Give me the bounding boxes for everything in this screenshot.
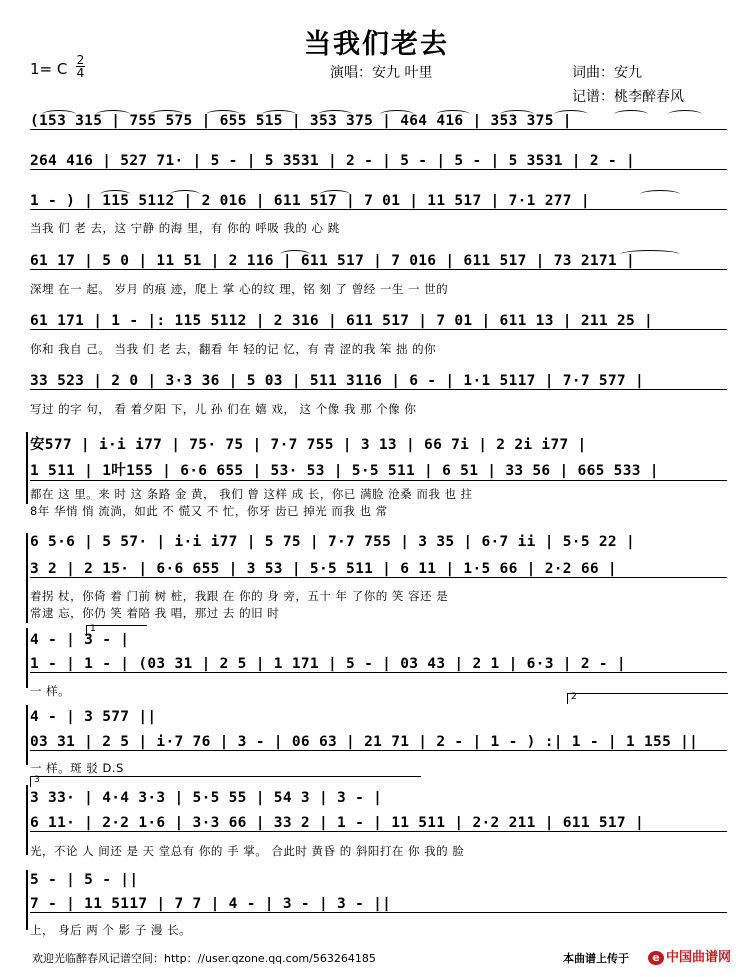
score-line-11-lower: 6 11· | 2·2 1·6 | 3·3 66 | 33 2 | 1 - | 11 511 | 2·2 211 | 611 517 | bbox=[30, 815, 727, 832]
part-bracket bbox=[26, 432, 28, 504]
slur-arc bbox=[436, 110, 470, 119]
slur-arc bbox=[318, 110, 352, 119]
score-line-2: 264 416 | 527 71· | 5 - | 5 3531 | 2 - | 5 - | 5 - | 5 3531 | 2 - | bbox=[30, 153, 727, 170]
lyric-line-5: 你和 我自 己。 当我 们 老 去，翻看 年 轻的记 忆，有 青 涩的我 笨 拙 的你 bbox=[30, 342, 437, 356]
slur-arc bbox=[170, 190, 200, 199]
part-bracket bbox=[26, 785, 28, 855]
lyric-line-7-a: 都在 这 里。来 时 这 条路 金 黄， 我们 曾 这样 成 长，你已 满脸 沧桑 而我 也 拄 bbox=[30, 487, 473, 501]
slur-arc bbox=[320, 190, 350, 199]
time-signature bbox=[76, 54, 85, 79]
slur-arc bbox=[640, 190, 680, 199]
volta-2 bbox=[567, 693, 728, 704]
score-line-11-upper: 3 33· | 4·4 3·3 | 5·5 55 | 54 3 | 3 - | bbox=[30, 790, 383, 806]
slur-arc bbox=[262, 110, 296, 119]
score-line-12-lower: 7 - | 11 5117 | 7 7 | 4 - | 3 - | 3 - || bbox=[30, 896, 727, 913]
lyric-line-4: 深埋 在一 起。 岁月 的痕 迹，爬上 掌 心的纹 理，铭 刻 了 曾经 一生 一 世的 bbox=[30, 282, 449, 296]
score-line-6: 33 523 | 2 0 | 3·3 36 | 5 03 | 511 3116 | 6 - | 1·1 5117 | 7·7 577 | bbox=[30, 373, 727, 390]
slur-arc bbox=[42, 110, 76, 119]
slur-arc bbox=[668, 110, 702, 119]
part-bracket bbox=[26, 628, 28, 688]
slur-arc bbox=[614, 110, 648, 119]
lyric-line-9: 一 样。 bbox=[30, 684, 71, 698]
footer-visit-text: 欢迎光临醉春风记谱空间：http：//user.qzone.qq.com/563264185 bbox=[32, 952, 376, 965]
transcriber-credit: 记谱：桃李醉春风 bbox=[572, 89, 684, 105]
slur-arc bbox=[554, 110, 588, 119]
score-line-1: (153 315 | 755 575 | 655 515 | 353 375 | 464 416 | 353 375 | bbox=[30, 113, 727, 130]
lyric-line-8-b: 常逮 忘，你仍 笑 着陪 我 唱，那过 去 的旧 时 bbox=[30, 606, 280, 620]
slur-arc bbox=[620, 250, 680, 259]
site-logo bbox=[648, 946, 748, 964]
slur-arc bbox=[150, 110, 184, 119]
footer-upload-text: 本曲谱上传于 bbox=[563, 952, 629, 965]
volta-3 bbox=[30, 776, 421, 787]
score-line-3: 1 - ) | 115 5112 | 2 016 | 611 517 | 7 01 | 11 517 | 7·1 277 | bbox=[30, 193, 727, 210]
key-signature: 1= C bbox=[30, 60, 68, 78]
slur-arc bbox=[500, 110, 534, 119]
score-line-12-upper: 5 - | 5 - || bbox=[30, 872, 139, 888]
singer-credit: 演唱：安九 叶里 bbox=[330, 65, 433, 81]
site-logo-text: 中国曲谱网 bbox=[666, 950, 732, 965]
score-line-4: 61 17 | 5 0 | 11 51 | 2 116 | 611 517 | 7 016 | 611 517 | 73 2171 | bbox=[30, 253, 727, 270]
score-line-9-lower: 1 - | 1 - | (03 31 | 2 5 | 1 171 | 5 - | 03 43 | 2 1 | 6·3 | 2 - | bbox=[30, 656, 727, 673]
slur-arc bbox=[100, 190, 130, 199]
slur-arc bbox=[380, 110, 414, 119]
slur-arc bbox=[280, 250, 310, 259]
score-line-5: 61 171 | 1 - |: 115 5112 | 2 316 | 611 517 | 7 01 | 611 13 | 211 25 | bbox=[30, 313, 727, 330]
lyric-line-7-b: 8年 华悄 悄 流淌，如此 不 慌又 不 忙，你牙 齿已 掉光 而我 也 常 bbox=[30, 504, 388, 518]
lyric-line-6: 写过 的字 句， 看 着夕阳 下，儿 孙 们在 嬉 戏， 这 个像 我 那 个像 你 bbox=[30, 402, 417, 416]
part-bracket bbox=[26, 870, 28, 930]
composer-credit: 词曲：安九 bbox=[572, 65, 642, 81]
score-line-7-upper: 安577 | i·i i77 | 75· 75 | 7·7 755 | 3 13 | 66 7i | 2 2i i77 | bbox=[30, 437, 587, 453]
score-line-9-upper: 4 - | 3 - | bbox=[30, 632, 130, 648]
score-line-8-upper: 6 5·6 | 5 57· | i·i i77 | 5 75 | 7·7 755 | 3 35 | 6·7 ii | 5·5 22 | bbox=[30, 534, 635, 550]
time-signature-bottom: 4 bbox=[76, 66, 85, 80]
song-title: 当我们老去 bbox=[304, 29, 449, 60]
lyric-line-8-a: 着拐 杖，你倚 着 门前 树 桩，我跟 在 你的 身 旁，五十 年 了你的 笑 容还 是 bbox=[30, 589, 449, 603]
score-line-10-lower: 03 31 | 2 5 | i·7 76 | 3 - | 06 63 | 21 71 | 2 - | 1 - ) :| 1 - | 1 155 || bbox=[30, 734, 727, 751]
slur-arc bbox=[206, 110, 240, 119]
score-line-8-lower: 3 2 | 2 15· | 6·6 655 | 3 53 | 5·5 511 | 6 11 | 1·5 66 | 2·2 66 | bbox=[30, 561, 727, 578]
lyric-line-12: 上， 身后 两 个 影 子 漫 长。 bbox=[30, 923, 192, 937]
slur-arc bbox=[96, 110, 130, 119]
score-line-10-upper: 4 - | 3 577 || bbox=[30, 709, 157, 725]
score-line-7-lower: 1 511 | 1叶155 | 6·6 655 | 53· 53 | 5·5 511 | 6 51 | 33 56 | 665 533 | bbox=[30, 459, 727, 481]
lyric-line-10: 一 样。斑 驳 D.S bbox=[30, 761, 124, 775]
volta-number: 1 bbox=[90, 624, 96, 634]
lyric-line-11: 光，不论 人 间还 是 天 堂总有 你的 手 掌。 合此时 黄昏 的 斜阳打在 你 我的 脸 bbox=[30, 844, 465, 858]
volta-number: 3 bbox=[34, 775, 40, 785]
volta-number: 2 bbox=[571, 692, 577, 702]
lyric-line-3: 当我 们 老 去，这 宁静 的海 里，有 你的 呼吸 我的 心 跳 bbox=[30, 221, 340, 235]
part-bracket bbox=[26, 533, 28, 623]
site-logo-icon: e bbox=[648, 951, 664, 965]
time-signature-top: 2 bbox=[76, 53, 85, 67]
part-bracket bbox=[26, 705, 28, 765]
